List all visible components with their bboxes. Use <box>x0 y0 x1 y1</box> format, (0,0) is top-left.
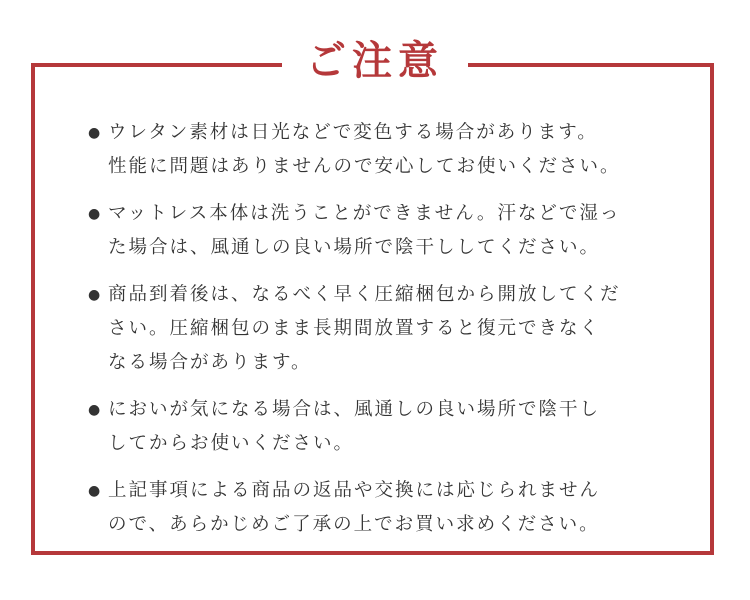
notice-item <box>88 278 668 380</box>
notice-line: してからお使いください。 <box>108 433 355 454</box>
notice-item <box>88 116 668 184</box>
bullet-dot-icon: ● <box>88 402 103 418</box>
notice-line: 性能に問題はありませんので安心してお使いください。 <box>108 156 621 177</box>
bullet-dot-icon: ● <box>88 483 103 499</box>
notice-line: さい。圧縮梱包のまま長期間放置すると復元できなく <box>108 318 601 339</box>
notice-line: た場合は、風通しの良い場所で陰干ししてください。 <box>108 237 601 258</box>
notice-item <box>88 393 668 461</box>
bullet-dot-icon: ● <box>88 206 103 222</box>
notice-item <box>88 474 668 542</box>
notice-list <box>88 116 668 555</box>
notice-title: ご注意 <box>282 29 468 93</box>
notice-line: ので、あらかじめご了承の上でお買い求めください。 <box>108 514 600 535</box>
notice-line: マットレス本体は洗うことができません。汗などで湿っ <box>108 203 621 224</box>
notice-line: 上記事項による商品の返品や交換には応じられません <box>108 480 601 501</box>
notice-line: ウレタン素材は日光などで変色する場合があります。 <box>108 122 598 143</box>
bullet-dot-icon: ● <box>88 125 103 141</box>
notice-line: なる場合があります。 <box>108 352 312 373</box>
notice-item <box>88 197 668 265</box>
bullet-dot-icon: ● <box>88 287 103 303</box>
notice-line: においが気になる場合は、風通しの良い場所で陰干し <box>108 399 601 420</box>
notice-line: 商品到着後は、なるべく早く圧縮梱包から開放してくだ <box>108 284 621 305</box>
